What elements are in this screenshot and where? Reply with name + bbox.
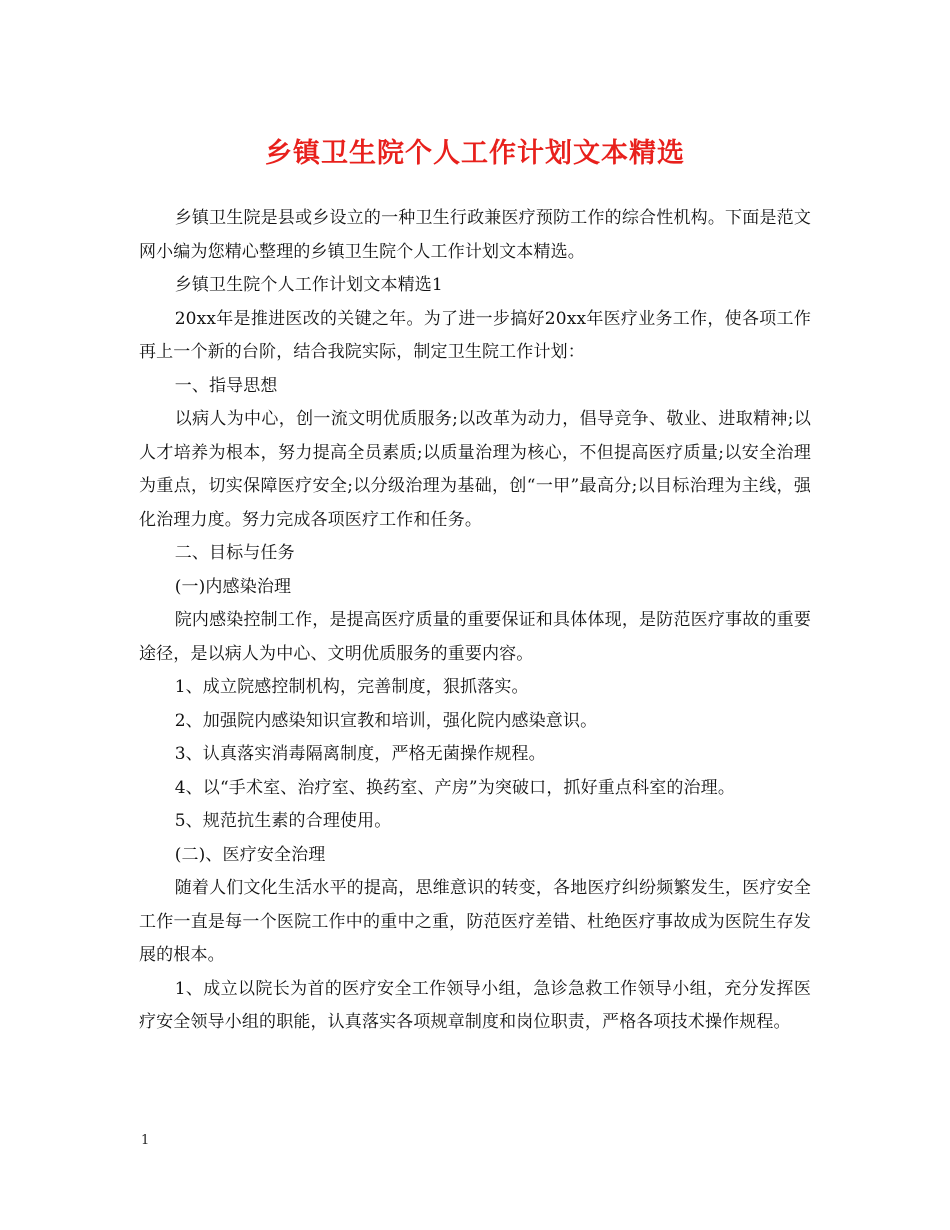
paragraph-background: 20xx年是推进医改的关键之年。为了进一步搞好20xx年医疗业务工作，使各项工作再上一个新的台阶，结合我院实际，制定卫生院工作计划：: [139, 308, 811, 362]
paragraph-medical-safety: 随着人们文化生活水平的提高，思维意识的转变，各地医疗纠纷频繁发生，医疗安全工作一直是每一个医院工作中的重中之重，防范医疗差错、杜绝医疗事故成为医院生存发展的根本。: [139, 878, 811, 965]
list-item-infection-5: 5、规范抗生素的合理使用。: [174, 811, 392, 831]
document-title: 乡镇卫生院个人工作计划文本精选: [265, 138, 685, 169]
heading-infection-control: (一)内感染治理: [174, 576, 292, 597]
list-item-safety-1: 1、成立以院长为首的医疗安全工作领导小组，急诊急救工作领导小组，充分发挥医疗安全领导小组的职能，认真落实各项规章制度和岗位职责，严格各项技术操作规程。: [139, 978, 811, 1032]
document-body: [139, 202, 811, 1040]
list-item-infection-1: 1、成立院感控制机构，完善制度，狠抓落实。: [174, 677, 529, 697]
paragraph-infection-control: 院内感染控制工作，是提高医疗质量的重要保证和具体体现，是防范医疗事故的重要途径，是以病人为中心、文明优质服务的重要内容。: [139, 610, 811, 664]
list-item-infection-2: 2、加强院内感染知识宣教和培训，强化院内感染意识。: [174, 710, 598, 731]
heading-goals-tasks: 二、目标与任务: [174, 543, 295, 563]
page-number: 1: [141, 1133, 150, 1148]
heading-guiding-ideology: 一、指导思想: [174, 375, 278, 396]
intro-paragraph: 乡镇卫生院是县或乡设立的一种卫生行政兼医疗预防工作的综合性机构。下面是范文网小编为您精心整理的乡镇卫生院个人工作计划文本精选。: [139, 208, 811, 262]
heading-medical-safety: (二)、医疗安全治理: [174, 844, 326, 865]
list-item-infection-4: 4、以“手术室、治疗室、换药室、产房”为突破口，抓好重点科室的治理。: [174, 777, 735, 798]
paragraph-guiding-ideology: 以病人为中心，创一流文明优质服务;以改革为动力，倡导竞争、敬业、进取精神;以人才培养为根本，努力提高全员素质;以质量治理为核心，不但提高医疗质量;以安全治理为重点，切实保障医疗安全;以分级治理为基础，创“一甲”最高分;以目标治理为主线，强化治理力度。努力完成各项医疗工作和任务。: [139, 409, 812, 530]
list-item-infection-3: 3、认真落实消毒隔离制度，严格无菌操作规程。: [174, 744, 546, 764]
section-heading-plan-1: 乡镇卫生院个人工作计划文本精选1: [174, 275, 443, 295]
